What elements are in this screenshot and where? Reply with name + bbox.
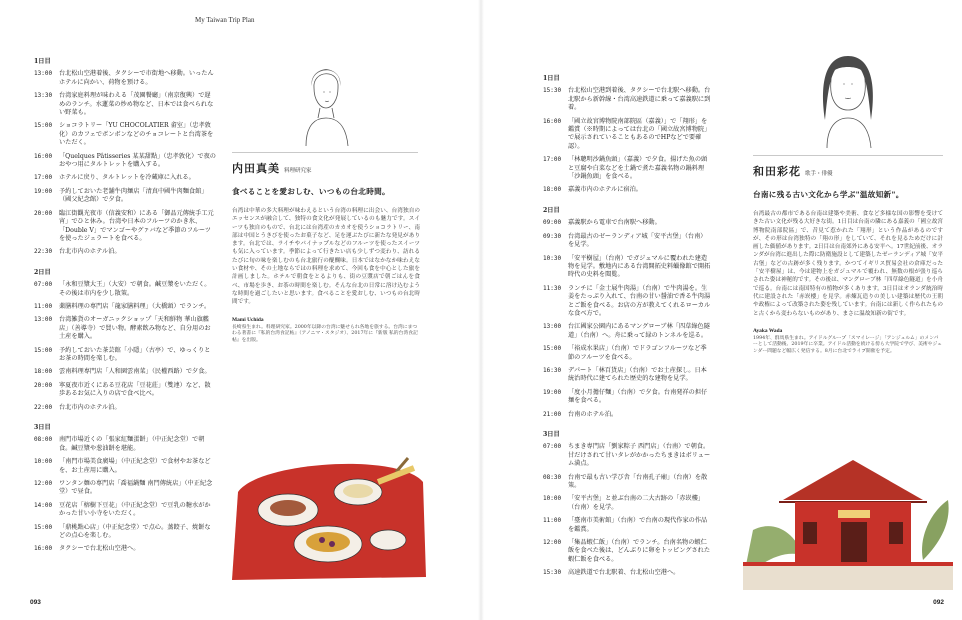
- entry-text: 「國立故宮博物院南部院區（嘉義）」で「翔形」を鑑賞（※時期によっては台北の「國立故宮博物院」で展示されていることもあるのでHPなどで要確認）。: [568, 117, 711, 150]
- food-illustration: [228, 452, 428, 586]
- portrait-wada: [815, 50, 881, 154]
- itinerary-entry: [34, 436, 216, 453]
- day-label: 2日目: [34, 268, 51, 276]
- entry-text: 台北松山空港到着後、タクシーで台北駅へ移動。台北駅から新幹線・台湾高速鉄道に乗って嘉義駅に到着。: [568, 87, 711, 112]
- entry-text: 南門市場近くの「張家紅麵蛋餅」（中正紀念堂）で朝食。鹹豆漿や葱油餅を堪能。: [59, 436, 205, 452]
- entry-text: 「集品蝦仁飯」（台南）でランチ。台南名物の蝦仁飯を食べた後は、どんぶりに卵をトッピングされた蝦仁飯を食べる。: [568, 539, 711, 563]
- itinerary-entry: [543, 474, 711, 491]
- itinerary-entry: [34, 92, 216, 117]
- entry-text: ランチに「金士展牛肉湯」（台南）で牛肉湯を。生姜をたっぷり入れて、台南の甘い醤油で香る牛肉湯とご飯を食べる。お店の方が教えてくれるローカルな食べ方で。: [568, 284, 711, 317]
- entry-text: 台北市内のホテル泊。: [59, 248, 121, 256]
- itinerary-right: [543, 75, 711, 590]
- temple-illustration: [743, 440, 953, 594]
- bio-name: Mami Uchida: [232, 316, 264, 323]
- profile-divider: [232, 152, 418, 153]
- day-block: [543, 75, 711, 195]
- itinerary-entry: [543, 517, 711, 534]
- itinerary-entry: [34, 303, 216, 311]
- itinerary-entry: [543, 495, 711, 512]
- entry-text: 「Quelques Pâtisseries 某某甜點」（忠孝敦化）で夜のおやつ用にタルトレットを購入する。: [59, 152, 216, 169]
- entry-text: 寧夏夜市近くにある豆花店「豆花莊」（雙連）など、散歩あるお気に入りの店で食べ比べ。: [59, 381, 211, 398]
- profile-headline: 食べることを愛おしむ、いつもの台北時間。: [232, 187, 390, 196]
- entry-time: 13:00: [543, 323, 562, 331]
- entry-time: 18:00: [543, 186, 562, 194]
- day-label: 3日目: [34, 424, 51, 431]
- entry-text: 臨江街觀光夜市（信義安和）にある「御品元傳統手工元宵」でひと休み。台湾や日本のフルーツのかき氷、「Double V」でマンゴーやグァバなど季節のフルーツを使ったジェラートを食べる。: [59, 209, 214, 242]
- entry-time: 11:00: [543, 517, 562, 525]
- entry-time: 21:00: [543, 410, 562, 418]
- entry-time: 16:30: [543, 366, 562, 374]
- entry-time: 08:00: [34, 436, 53, 444]
- page-number: 092: [933, 599, 944, 606]
- itinerary-entry: [543, 367, 711, 384]
- itinerary-left: [34, 58, 216, 566]
- entry-time: 08:30: [543, 473, 562, 481]
- itinerary-entry: [34, 382, 216, 399]
- entry-text: 台北市内のホテル泊。: [59, 403, 121, 411]
- itinerary-entry: [34, 153, 216, 170]
- entry-text: ちまき専門店「劉家粽子 西門店」（台南）で朝食。甘だけされて甘いタレがかかったちまきはボリューム満点。: [568, 443, 711, 468]
- entry-text: 台湾最古のゼーランディア城「安平古堡」（台南）を見学。: [568, 232, 707, 249]
- entry-time: 16:00: [34, 152, 53, 160]
- itinerary-entry: [543, 539, 711, 564]
- entry-time: 13:30: [34, 92, 53, 100]
- itinerary-entry: [543, 345, 711, 362]
- entry-text: 台南で最も古い学び舎「台南孔子廟」（台南）を散策。: [568, 473, 708, 490]
- entry-time: 18:00: [34, 368, 53, 376]
- profile-uchida: [232, 160, 420, 344]
- entry-time: 15:30: [543, 87, 562, 95]
- itinerary-entry: [34, 347, 216, 364]
- entry-text: 嘉義駅から電車で台南駅へ移動。: [568, 219, 661, 227]
- portrait-uchida: [296, 58, 356, 152]
- profile-wada: [753, 163, 943, 356]
- entry-text: 薬膳料理の専門店「龍家膳料理」（大橋頭）でランチ。: [59, 302, 211, 310]
- itinerary-entry: [543, 443, 711, 468]
- day-label: 3日目: [543, 431, 560, 438]
- itinerary-entry: [543, 569, 711, 577]
- itinerary-entry: [34, 174, 216, 182]
- entry-text: 台江國家公園内にあるマングローブ林「四草綠色隧道」（台南）へ。舟に乗って緑のトンネルを巡る。: [568, 323, 710, 339]
- itinerary-entry: [543, 219, 711, 227]
- entry-text: 予約しておいた茶芸館「小隱」（古亭）で、ゆっくりとお茶の時間を楽しむ。: [59, 346, 211, 362]
- entry-time: 17:00: [543, 156, 562, 164]
- entry-time: 12:00: [34, 480, 53, 488]
- profile-role: 料理研究家: [284, 168, 312, 174]
- entry-time: 22:30: [34, 248, 53, 256]
- entry-time: 07:00: [543, 443, 562, 451]
- itinerary-entry: [543, 87, 711, 112]
- entry-time: 15:00: [34, 523, 53, 531]
- entry-time: 11:00: [34, 302, 53, 310]
- itinerary-entry: [543, 118, 711, 152]
- day-block: [34, 424, 216, 554]
- entry-time: 12:00: [543, 539, 562, 547]
- entry-text: 「安平樹屋」（台南）でガジュマルに覆われた建造物を見学。敷地内にある台湾開拓史料蠟像館で開拓時代の史料を閲覧。: [568, 254, 711, 279]
- entry-text: 高速鉄道で台北駅着、台北松山空港へ。: [568, 569, 680, 577]
- day-block: [34, 58, 216, 257]
- entry-time: 09:30: [543, 232, 562, 240]
- itinerary-entry: [34, 70, 216, 87]
- entry-text: 「南門市場美食廣場」（中正紀念堂）で食材やお茶などを、お土産用に購入。: [59, 458, 211, 474]
- entry-time: 10:00: [543, 495, 562, 503]
- entry-time: 07:00: [34, 281, 53, 289]
- day-label: 2日目: [543, 206, 560, 214]
- entry-text: ホテルに戻り、タルトレットを冷蔵庫に入れる。: [59, 174, 195, 182]
- bio-text: 長崎県生まれ。料理研究家。2000年以降の台湾に魅せられ各地を旅する。台湾にまつわる著書に『私的台湾食記帖』（アノニマ・スタジオ）、2017年に『新版 私的台湾食記帖』を出版。: [232, 324, 418, 343]
- day-label: 1日目: [34, 58, 51, 65]
- entry-text: 「安平古堡」と並ぶ台南の二大古跡の「赤崁樓」（台南）を見学。: [568, 495, 705, 511]
- entry-time: 15:00: [543, 345, 562, 353]
- entry-time: 19:00: [543, 388, 562, 396]
- entry-text: 「永和豆漿大王」（大安）で朝食。鹹豆漿をいただく。その後は市内を少し散策。: [59, 281, 211, 297]
- itinerary-entry: [34, 458, 216, 475]
- entry-time: 13:00: [34, 316, 53, 324]
- entry-time: 17:00: [34, 174, 53, 182]
- entry-text: 「度小月擔仔麵」（台南）で夕食。台南発祥の担仔麺を食べる。: [568, 388, 708, 405]
- running-title: My Taiwan Trip Plan: [195, 16, 255, 24]
- entry-text: 雲南料理専門店「人和園雲南菜」（民權西路）で夕食。: [59, 368, 211, 376]
- entry-text: 「裕成水果店」（台南）でドラゴンフルーツなど季節のフルーツを食べる。: [568, 345, 707, 361]
- itinerary-entry: [543, 255, 711, 280]
- entry-time: 22:00: [34, 403, 53, 411]
- itinerary-entry: [34, 502, 216, 519]
- entry-time: 14:00: [34, 501, 53, 509]
- bio-text: 1994年、群馬県生まれ。アイドルグループ「スマイレージ」「アンジュルム」のメンバーとして活動後、2019年に卒業。アイドル活動を続ける傍ら大学院で学び、美術やジェンダー問題など幅広く発信する。8月に台北でライブ開催を予定。: [753, 335, 942, 355]
- profile-headline: 台南に残る古い文化から学ぶ"温故知新"。: [753, 190, 904, 199]
- entry-time: 15:00: [34, 346, 53, 354]
- entry-time: 09:00: [543, 219, 562, 227]
- itinerary-entry: [34, 524, 216, 541]
- profile-name: 和田彩花: [753, 165, 801, 178]
- itinerary-entry: [34, 248, 216, 256]
- entry-text: 台湾雑貨のオーガニックショップ「天和鮮物 華山旗艦店」（善導寺）で買い物。酵素飲み物など、自分用のお土産を購入。: [59, 316, 211, 341]
- entry-text: 台湾家庭料理が味わえる「茂園餐廳」（南京復興）で遅めのランチ。水蓮菜の炒め物など、日本では食べられない野菜も。: [59, 92, 214, 117]
- entry-time: 16:00: [543, 117, 562, 125]
- entry-time: 15:30: [543, 569, 562, 577]
- itinerary-entry: [34, 210, 216, 244]
- itinerary-entry: [543, 156, 711, 181]
- entry-time: 19:00: [34, 187, 53, 195]
- itinerary-entry: [34, 281, 216, 298]
- itinerary-entry: [543, 323, 711, 340]
- entry-text: デパート「林百貨店」（台南）でお土産探し。日本統治時代に建てられた歴史的な建物を見学。: [568, 366, 707, 383]
- itinerary-entry: [34, 316, 216, 341]
- day-block: [543, 431, 711, 578]
- profile-divider: [753, 155, 943, 156]
- itinerary-entry: [34, 545, 216, 553]
- entry-text: ワンタン麺の専門店「喬福鍋麵 南門傳統店」（中正紀念堂）で昼食。: [59, 480, 213, 496]
- bio-name: Ayaka Wada: [753, 327, 783, 334]
- entry-text: 台南のホテル泊。: [568, 410, 618, 418]
- profile-body: 台湾は中華の多大料理が味わえるという台湾の料理に出会い、台湾独自のエッセンスが融合して、独特の食文化が発展しているのも魅力です。スイーツも独自のもので、台北には台湾産のカカオを使うショコラトリー、南部は中国とうきびを使ったお菓子など、足を運ぶたびに新たな発見があります。台北では、ライチやパイナップルなどのフルーツを使ったスイーツも気に入っています。季節によって行きたい店も少しずつ変わり、訪れるたびに旬の味を楽しむのも台北旅行の醍醐味。日本ではなかなか味わえない食材や、その土地ならではの料理を求めて、今回も食を中心とした旅を計画しました。ホテルで朝食をとるよりも、街の豆漿店で朝ごはんを食べ、市場を歩き、お茶の時間を楽しむ。そんな台北の日常に溶け込むような時間を過ごしたいと思います。食べることを愛おしむ、いつもの台北時間です。: [232, 208, 420, 306]
- itinerary-entry: [34, 404, 216, 412]
- right-page: [481, 0, 962, 620]
- entry-time: 13:00: [34, 70, 53, 78]
- entry-time: 16:00: [34, 545, 53, 553]
- itinerary-entry: [543, 285, 711, 319]
- entry-time: 10:00: [34, 458, 53, 466]
- entry-text: タクシーで台北松山空港へ。: [59, 545, 140, 553]
- entry-text: 「鼎桃點心店」（中正紀念堂）で点心。蒸餃子、焼餅などの点心を楽しむ。: [59, 523, 211, 540]
- itinerary-entry: [34, 480, 216, 497]
- entry-text: 豆花店「榕樹下豆花」（中正紀念堂）で豆乳の糖水がかかった甘い小寺をいただく。: [59, 501, 211, 518]
- itinerary-entry: [34, 188, 216, 205]
- entry-text: 予約しておいた老舗牛肉麺店「清真中國牛肉麵食館」（國父紀念館）で夕食。: [59, 187, 208, 204]
- entry-text: 台北松山空港着後、タクシーで市街地へ移動。いったんホテルに向かい、荷物を預ける。: [59, 70, 214, 86]
- profile-role: 歌手・俳優: [805, 171, 833, 177]
- itinerary-entry: [543, 389, 711, 406]
- entry-text: 嘉義市内のホテルに宿泊。: [568, 186, 642, 194]
- entry-time: 15:00: [34, 122, 53, 130]
- itinerary-entry: [543, 186, 711, 194]
- page-number: 093: [30, 599, 41, 606]
- itinerary-entry: [543, 233, 711, 250]
- itinerary-entry: [34, 122, 216, 147]
- entry-time: 20:00: [34, 209, 53, 217]
- entry-text: 「林聰明沙鍋魚頭」（嘉義）で夕食。揚げた魚の頭と豆腐や白菜などを土鍋で煮た嘉義名物の鍋料理「沙鍋魚頭」を食べる。: [568, 156, 708, 181]
- profile-name: 内田真美: [232, 162, 280, 175]
- entry-text: 「臺南市美術館」（台南）で台南の現代作家の作品を鑑賞。: [568, 517, 708, 533]
- day-label: 1日目: [543, 75, 560, 82]
- itinerary-entry: [543, 411, 711, 419]
- profile-body: 台湾最古の都市である台南は建築や美術、食など多様な国の影響を受けてきた古い文化が残る大好きな街。1日目は台南の隣にある嘉義の「國立故宮博物院南部院區」で、昔見て惹かれた「翔形」という作品があるのですが、その形は台湾独特の「翔の形」をしていて、それを見るためだけに計画した価値があります。2日目は台南郊外にある安平へ。17世紀前後、オランダが台湾に進出した際に防衛施設として建築したゼーランディア城「安平古堡」などの古跡が多く残ります。かつてイギリス貿易会社の倉庫だった「安平樹屋」は、今は建物上をガジュマルで覆われ、無数の根が張り巡らされた姿は神秘的です。その後は、マングローブ林「四草綠色隧道」を小舟で巡る。台南には南国特有の植物が多くあります。3日目はオランダ統治時代に建設された「赤崁樓」を見学。赤煉瓦造りの美しい建築は歴代の王朝や政権によって改築された姿を残しています。台南には新しく作られたものと古くから変わらないものがあり、まさに温故知新の街です。: [753, 211, 943, 317]
- entry-time: 20:00: [34, 381, 53, 389]
- itinerary-entry: [34, 368, 216, 376]
- day-block: [543, 207, 711, 419]
- entry-text: ショコラトリー「YU CHOCOLATIER 畬室」（忠孝敦化）のカフェでボンボンなどのチョコレートと台湾茶をいただく。: [59, 122, 214, 147]
- entry-time: 10:30: [543, 254, 562, 262]
- day-block: [34, 269, 216, 412]
- entry-time: 11:30: [543, 284, 562, 292]
